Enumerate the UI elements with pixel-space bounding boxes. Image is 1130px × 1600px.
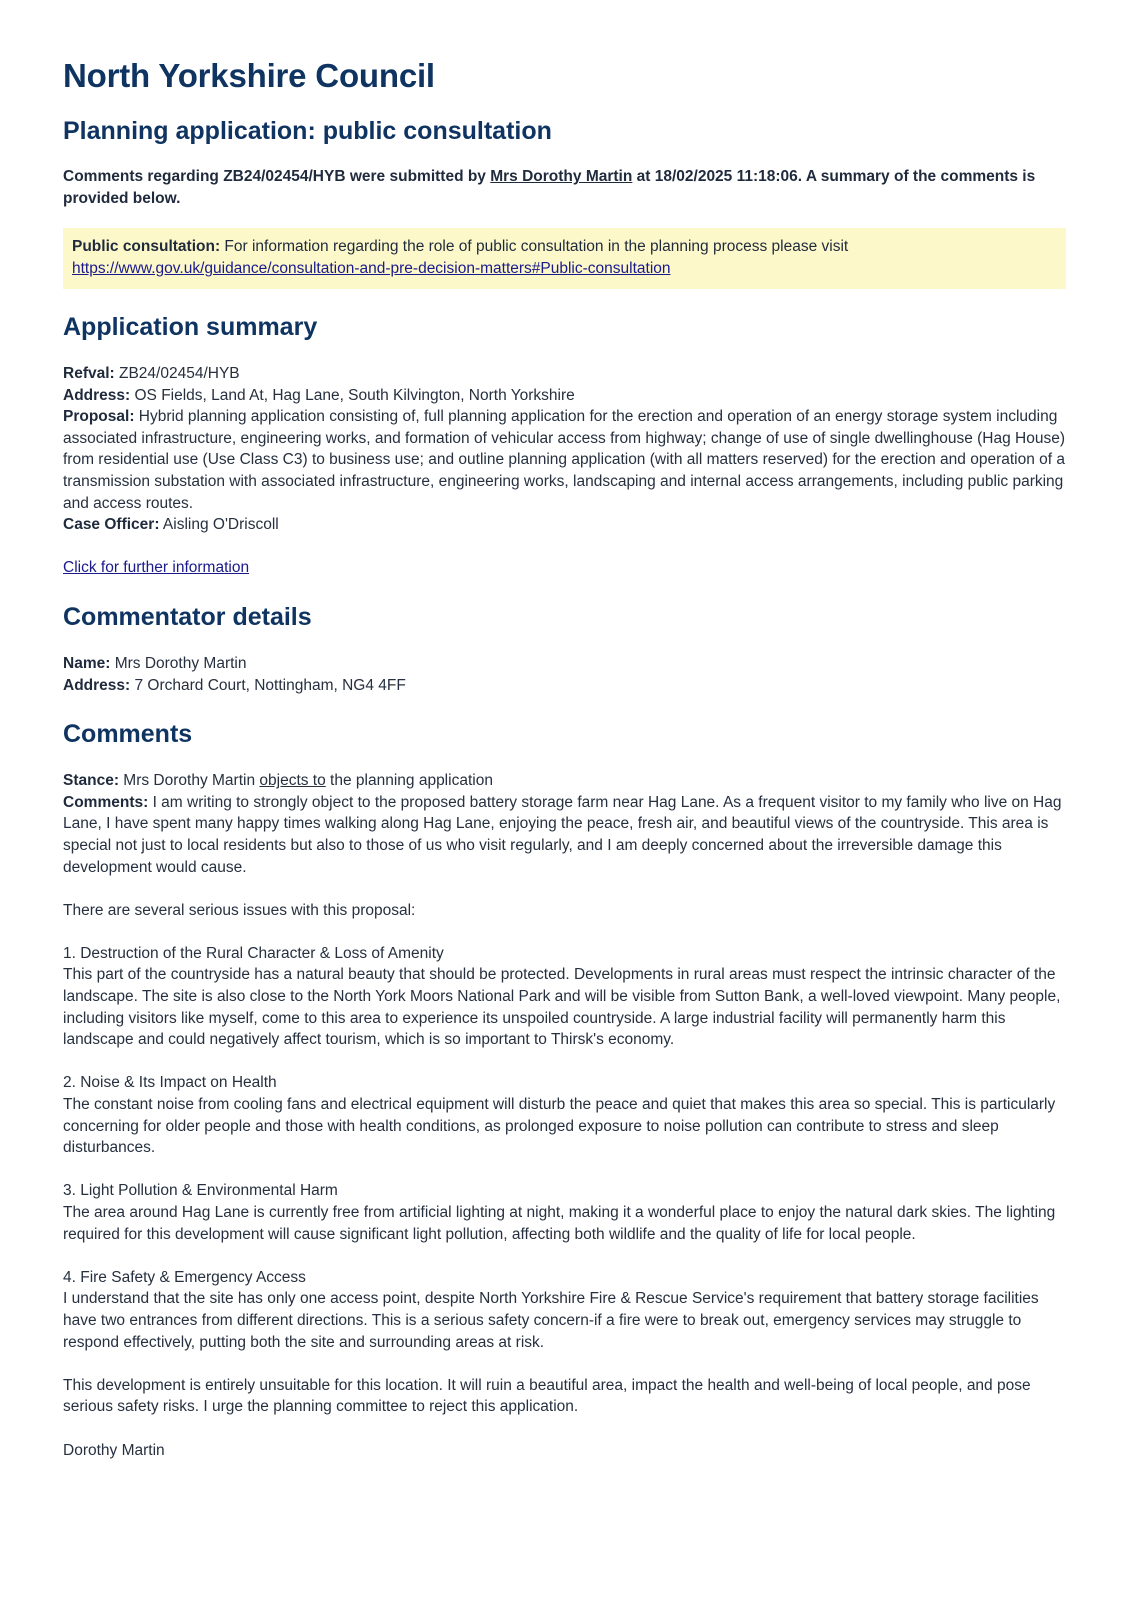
comments-heading: Comments: [63, 720, 193, 749]
stance-label: Stance:: [63, 772, 119, 790]
commentator-details: [63, 653, 1066, 696]
refval-label: Refval:: [63, 365, 115, 382]
guidance-link[interactable]: https://www.gov.uk/guidance/consultation-and-pre-decision-matters#Public-consultation: [72, 260, 671, 277]
issue-3-title: 3. Light Pollution & Environmental Harm: [63, 1182, 338, 1200]
issue-1-title: 1. Destruction of the Rural Character & Loss of Amenity: [63, 944, 444, 962]
application-summary: [63, 363, 1066, 579]
issue-3-text: The area around Hag Lane is currently free from artificial lighting at night, making it a wonderful place to enjoy the natural dark skies. The lighting required for this development will cause significant light pollution, affecting both wildlife and the quality of life for local people.: [63, 1204, 1056, 1243]
signature: Dorothy Martin: [63, 1441, 165, 1459]
commentator-name-value: Mrs Dorothy Martin: [110, 654, 247, 672]
commentator-address-value: 7 Orchard Court, Nottingham, NG4 4FF: [130, 676, 406, 694]
issue-2-title: 2. Noise & Its Impact on Health: [63, 1074, 277, 1092]
issue-4-text: I understand that the site has only one access point, despite North Yorkshire Fire & Rescue Service's requirement that battery storage facilities have two entrances from different directions. This is a serious safety concern-if a fire were to break out, emergency services may struggle to respond effectively, putting both the site and surrounding areas at risk.: [63, 1290, 1039, 1351]
notice-text: For information regarding the role of public consultation in the planning process please visit: [220, 238, 849, 255]
further-information-link[interactable]: Click for further information: [63, 559, 250, 577]
proposal-label: Proposal:: [63, 408, 135, 426]
site-address-value: OS Fields, Land At, Hag Lane, South Kilvington, North Yorkshire: [130, 386, 575, 404]
consultation-notice: [63, 228, 1066, 289]
refval-value: ZB24/02454/HYB: [114, 365, 240, 382]
intro-statement: [63, 166, 1066, 210]
commentator-address-label: Address:: [63, 676, 131, 694]
issue-2-text: The constant noise from cooling fans and electrical equipment will disturb the peace and quiet that makes this area so special. This is particularly concerning for older people and those with health conditions, as prolonged exposure to noise pollution can contribute to stress and sleep disturbances.: [63, 1096, 1056, 1157]
page-subtitle: Planning application: public consultation: [63, 117, 552, 145]
issue-4-title: 4. Fire Safety & Emergency Access: [63, 1268, 306, 1286]
intro-prefix: Comments regarding ZB24/02454/HYB were submitted by: [63, 168, 491, 185]
stance-value: objects to: [259, 772, 326, 790]
site-address-label: Address:: [63, 386, 131, 404]
issue-1-text: This part of the countryside has a natural beauty that should be protected. Developments in rural areas must respect the intrinsic character of the landscape. The site is also close to the North York Moors National Park and will be visible from Sutton Bank, a well-loved viewpoint. Many people, including visitors like myself, come to this area to experience its unspoiled countryside. A large industrial facility will permanently harm this landscape and could negatively affect tourism, which is so important to Thirsk's economy.: [63, 966, 1061, 1049]
proposal-value: Hybrid planning application consisting of, full planning application for the erection and operation of an energy storage system including associated infrastructure, engineering works, and formation of vehicular access from highway; change of use of single dwellinghouse (Hag House) from residential use (Use Class C3) to business use; and outline planning application (with all matters reserved) for the erection and operation of a transmission substation with associated infrastructure, engineering works, landscaping and internal access arrangements, including public parking and access routes.: [63, 408, 1066, 512]
application-summary-heading: Application summary: [63, 313, 318, 341]
stance-name: Mrs Dorothy Martin: [119, 772, 260, 790]
commentator-heading: Commentator details: [63, 602, 312, 631]
comments-label: Comments:: [63, 793, 149, 811]
intro-suffix: at 18/02/2025 11:18:06. A summary of the comments is provided below.: [63, 168, 1036, 207]
comments-opening: I am writing to strongly object to the proposed battery storage farm near Hag Lane. As a frequent visitor to my family who live on Hag Lane, I have spent many happy times walking along Hag Lane, enjoying the peace, fresh air, and beautiful views of the countryside. This area is special not just to local residents but also to those of us who visit regularly, and I am deeply concerned about the irreversible damage this development would cause.: [63, 793, 1062, 876]
case-officer-value: Aisling O'Driscoll: [159, 516, 279, 534]
case-officer-label: Case Officer:: [63, 516, 160, 534]
stance-suffix: the planning application: [325, 772, 493, 790]
issues-intro: There are several serious issues with this proposal:: [63, 901, 416, 919]
comments-body: [63, 770, 1066, 1461]
notice-label: Public consultation:: [72, 238, 221, 255]
council-title: North Yorkshire Council: [63, 57, 435, 94]
submitter-link[interactable]: Mrs Dorothy Martin: [490, 168, 633, 185]
closing-paragraph: This development is entirely unsuitable for this location. It will ruin a beautiful area, impact the health and well-being of local people, and pose serious safety risks. I urge the planning committee to reject this application.: [63, 1376, 1031, 1416]
commentator-name-label: Name:: [63, 654, 111, 672]
